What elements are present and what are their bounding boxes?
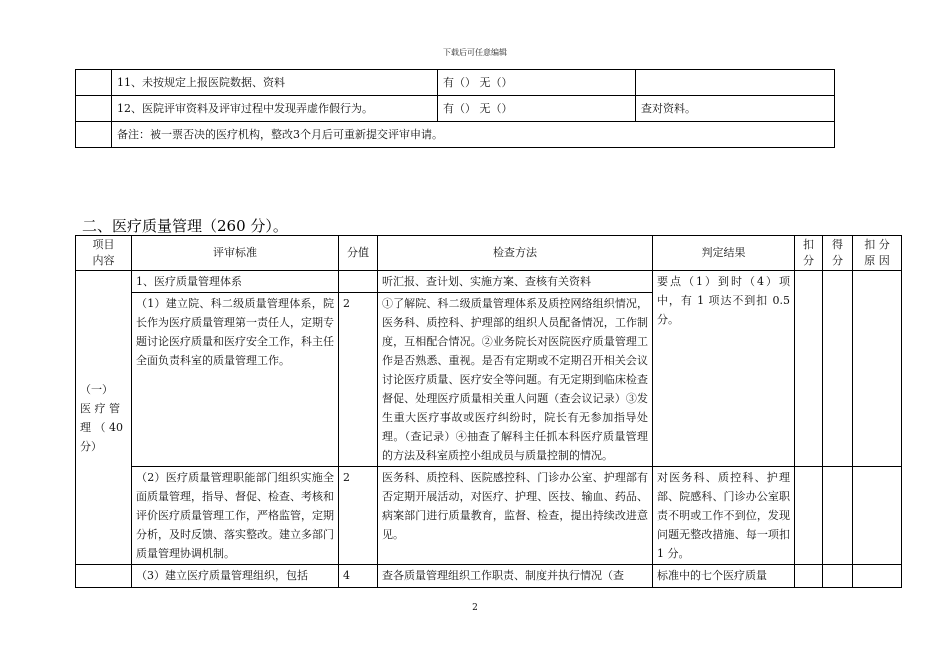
reason-cell [853, 467, 902, 565]
table-cell-empty [76, 565, 132, 588]
score-cell: 4 [339, 565, 378, 588]
got-cell [823, 565, 853, 588]
reason-cell [853, 565, 902, 588]
page-header-note: 下载后可任意编辑 [443, 48, 507, 57]
header-score: 分值 [339, 236, 378, 271]
header-item: 项目 内容 [76, 236, 132, 271]
header-result: 判定结果 [653, 236, 795, 271]
table-row [76, 565, 902, 588]
method-cell: 听汇报、查计划、实施方案、查核有关资料 [378, 271, 653, 293]
table-row [76, 96, 835, 122]
veto-items-table [75, 69, 835, 148]
page-number: 2 [472, 603, 478, 613]
method-cell: 查各质量管理组织工作职责、制度并执行情况（查 [378, 565, 653, 588]
header-got: 得 分 [823, 236, 853, 271]
header-method: 检查方法 [378, 236, 653, 271]
header-deduct: 扣 分 [795, 236, 823, 271]
method-cell: ①了解院、科二级质量管理体系及质控网络组织情况，医务科、质控科、护理部的组织人员配备情况，工作制度，互相配合情况。②业务院长对医院医疗质量管理工作是否熟悉、重视。是否有定期或不定期召开相关会议讨论医疗质量、医疗安全等问题。有无定期到临床检查督促、处理医疗质量相关重人问题（查会议记录）③发生重大医疗事故或医疗纠纷时，院长有无参加指导处理。（查记录）④抽查了解科主任抓本科医疗质量管理的方法及科室质控小组成员与质量控制的情况。 [378, 293, 653, 467]
table-row [76, 467, 902, 565]
standard-cell: （1）建立院、科二级质量管理体系，院长作为医疗质量管理第一责任人，定期专题讨论医疗质量和医疗安全工作，科主任全面负责科室的质量管理工作。 [132, 293, 339, 467]
table-cell-empty [76, 96, 112, 122]
deduct-cell [795, 271, 823, 467]
standard-cell: 1、医疗质量管理体系 [132, 271, 339, 293]
veto-item-12: 12、医院评审资料及评审过程中发现弄虚作假行为。 [112, 96, 438, 122]
got-cell [823, 467, 853, 565]
result-cell: 对医务科、质控科、护理部、院感科、门诊办公室职责不明或工作不到位，发现问题无整改措施、每一项扣 1 分。 [653, 467, 795, 565]
table-row [76, 122, 835, 148]
standard-cell: （2）医疗质量管理职能部门组织实施全面质量管理，指导、督促、检查、考核和评价医疗质量管理工作，严格监管，定期分析，及时反馈、落实整改。建立多部门质量管理协调机制。 [132, 467, 339, 565]
section-title: 二、医疗质量管理（260 分）。 [82, 217, 288, 235]
deduct-cell [795, 467, 823, 565]
standard-cell: （3）建立医疗质量管理组织，包括 [132, 565, 339, 588]
method-cell: 医务科、质控科、医院感控科、门诊办公室、护理部有否定期开展活动，对医疗、护理、医技、输血、药品、病案部门进行质量教育，监督、检查，提出持续改进意见。 [378, 467, 653, 565]
veto-remark-12: 查对资料。 [636, 96, 835, 122]
veto-note: 备注：被一票否决的医疗机构，整改3个月后可重新提交评审申请。 [112, 122, 835, 148]
score-cell: 2 [339, 467, 378, 565]
result-cell: 标准中的七个医疗质量 [653, 565, 795, 588]
table-cell-empty [76, 70, 112, 96]
reason-cell [853, 271, 902, 467]
score-cell [339, 271, 378, 293]
table-row [76, 271, 902, 293]
quality-management-table [75, 235, 902, 588]
deduct-cell [795, 565, 823, 588]
table-row [76, 70, 835, 96]
veto-status-12: 有（） 无（） [438, 96, 636, 122]
veto-remark-11 [636, 70, 835, 96]
header-reason: 扣 分 原 因 [853, 236, 902, 271]
result-cell: 要点（1）到时（4）项中，有 1 项达不到扣 0.5 分。 [653, 271, 795, 467]
table-header-row [76, 236, 902, 271]
got-cell [823, 271, 853, 467]
score-cell: 2 [339, 293, 378, 467]
veto-item-11: 11、未按规定上报医院数据、资料 [112, 70, 438, 96]
veto-status-11: 有（） 无（） [438, 70, 636, 96]
table-cell-empty [76, 122, 112, 148]
header-standard: 评审标准 [132, 236, 339, 271]
category-medical-management: （一） 医 疗 管 理 （ 40 分） [76, 271, 132, 565]
